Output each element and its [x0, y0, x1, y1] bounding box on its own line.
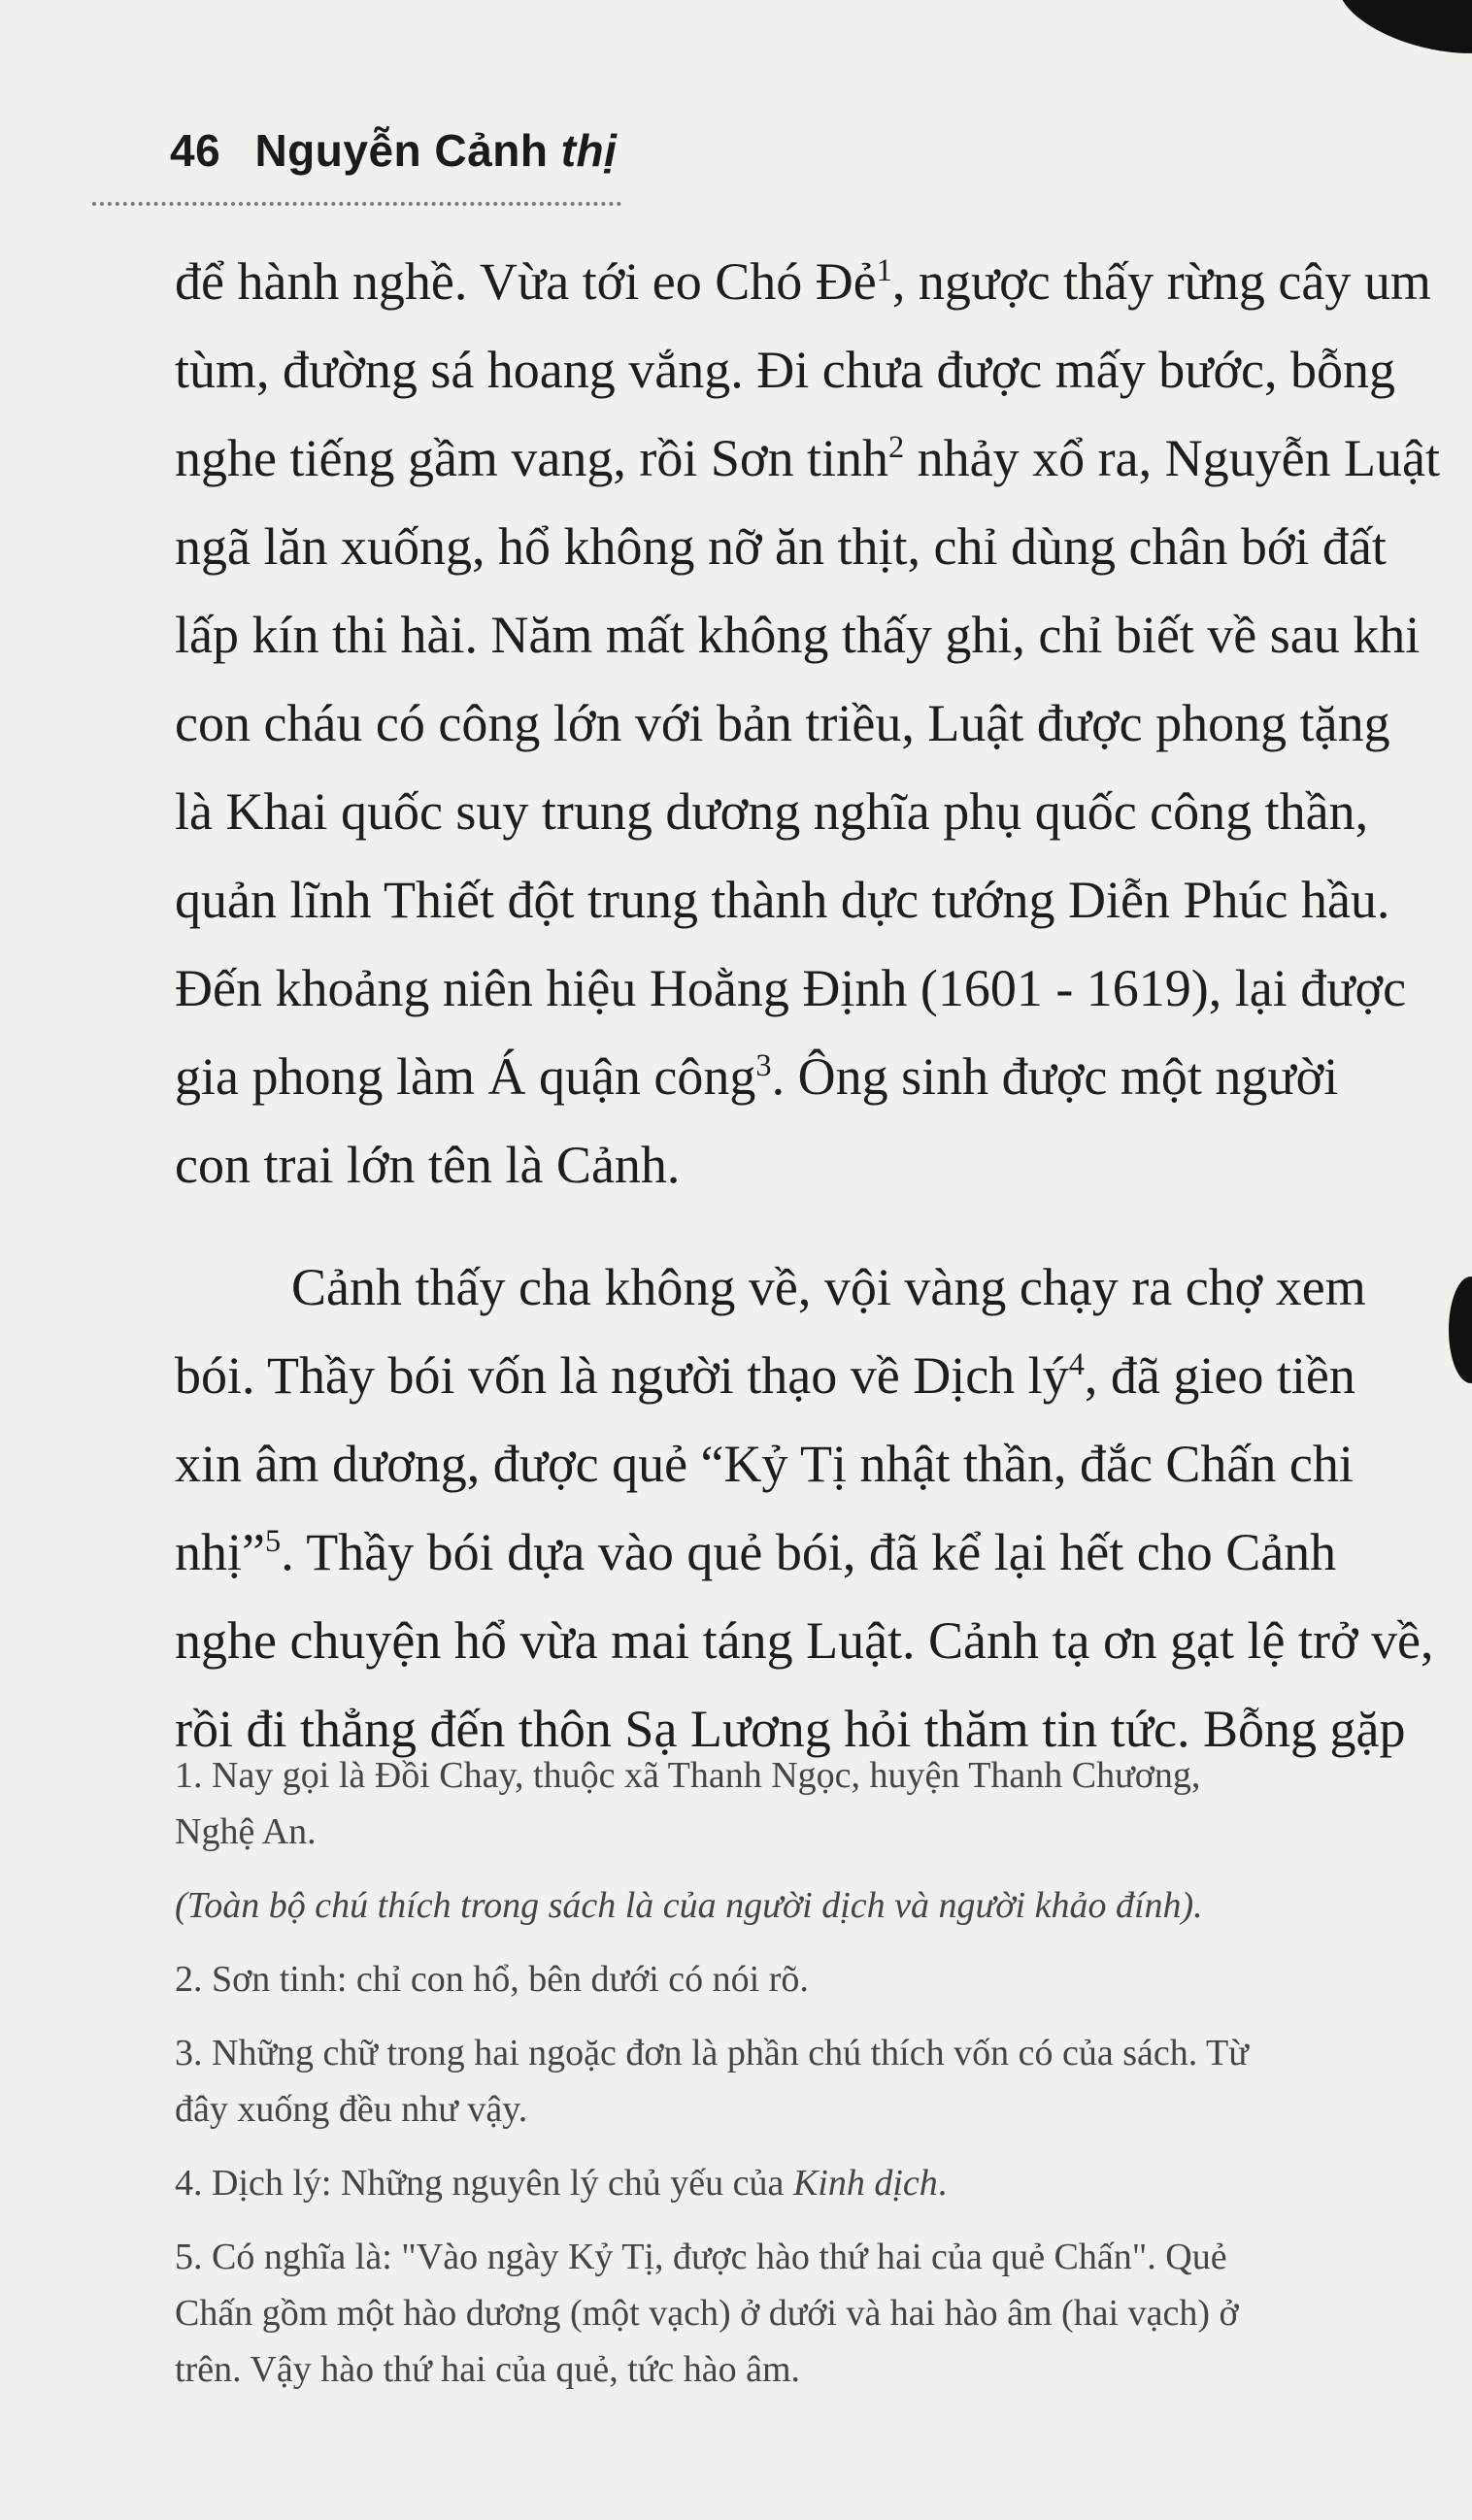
text-line: gia phong làm Á quận công$^3$. Ông sinh được một người	[175, 1047, 1339, 1106]
text-line: ngã lăn xuống, hổ không nỡ ăn thịt, chỉ dùng chân bới đất	[175, 517, 1387, 576]
footnote-3: 3. Những chữ trong hai ngoặc đơn là phần chú thích vốn có của sách. Từ đây xuống đều như vậy.	[175, 2033, 1249, 2130]
text-line: nghe chuyện hổ vừa mai táng Luật. Cảnh tạ ơn gạt lệ trở về,	[175, 1611, 1434, 1670]
footnote-ref: 1	[876, 253, 892, 288]
text-line: con cháu có công lớn với bản triều, Luật được phong tặng	[175, 694, 1390, 752]
body-text	[175, 238, 1466, 1774]
text-line: rồi đi thẳng đến thôn Sạ Lương hỏi thăm tin tức. Bỗng gặp	[175, 1700, 1406, 1758]
paragraph-1	[175, 238, 1466, 1210]
header-rule	[92, 202, 621, 206]
footnote-5: 5. Có nghĩa là: "Vào ngày Kỷ Tị, được hào thứ hai của quẻ Chấn". Quẻ Chấn gồm một hào dương (một vạch) ở dưới và hai hào âm (hai vạch) ở trên. Vậy hào thứ hai của quẻ, tức hào âm.	[175, 2237, 1239, 2390]
text-line: là Khai quốc suy trung dương nghĩa phụ quốc công thần,	[175, 782, 1369, 841]
page-corner-shadow	[1328, 0, 1472, 71]
footnote-4-italic: Kinh dịch	[792, 2163, 938, 2204]
running-header	[170, 124, 617, 177]
footnote-4: 4. Dịch lý: Những nguyên lý chủ yếu của Kinh dịch.	[175, 2163, 948, 2204]
text-line: bói. Thầy bói vốn là người thạo về Dịch $lý^4$, đã gieo tiền	[175, 1346, 1355, 1405]
footnote-2: 2. Sơn tinh: chỉ con hổ, bên dưới có nói rõ.	[175, 1959, 809, 2000]
text-line: Cảnh thấy cha không về, vội vàng chạy ra chợ xem	[291, 1258, 1366, 1316]
text-line: để hành nghề. Vừa tới eo Chó Đẻ$^1$, ngược thấy rừng cây um	[175, 252, 1431, 311]
footnote-1: 1. Nay gọi là Đồi Chay, thuộc xã Thanh Ngọc, huyện Thanh Chương, Nghệ An.	[175, 1755, 1201, 1852]
paragraph-2	[175, 1243, 1466, 1774]
text-line: nhị”$^5$. Thầy bói dựa vào quẻ bói, đã kể lại hết cho Cảnh	[175, 1523, 1337, 1581]
footnotes	[175, 1747, 1466, 2415]
text-line: tùm, đường sá hoang vắng. Đi chưa được mấy bước, bỗng	[175, 341, 1396, 399]
text-line: Đến khoảng niên hiệu Hoằng Định (1601 - 1619), lại được	[175, 959, 1407, 1017]
footnote-ref: 3	[755, 1048, 772, 1083]
footnote-ref: 5	[264, 1524, 282, 1559]
header-author: Nguyễn Cảnh	[254, 125, 549, 176]
text-line: nghe tiếng gầm vang, rồi Sơn tinh$^2$ nhảy xổ ra, Nguyễn Luật	[175, 429, 1441, 487]
text-line: quản lĩnh Thiết đột trung thành dực tướng Diễn Phúc hầu.	[175, 871, 1390, 929]
page-number: 46	[170, 125, 221, 176]
footnote-note: (Toàn bộ chú thích trong sách là của người dịch và người khảo đính).	[175, 1885, 1203, 1926]
footnote-ref: 4	[1068, 1347, 1085, 1382]
header-author-suffix: thị	[560, 125, 618, 176]
text-line: lấp kín thi hài. Năm mất không thấy ghi, chỉ biết về sau khi	[175, 606, 1421, 664]
footnote-ref: 2	[887, 430, 905, 465]
text-line: xin âm dương, được quẻ “Kỷ Tị nhật thần, đắc Chấn chi	[175, 1435, 1354, 1493]
text-line: con trai lớn tên là Cảnh.	[175, 1136, 681, 1194]
